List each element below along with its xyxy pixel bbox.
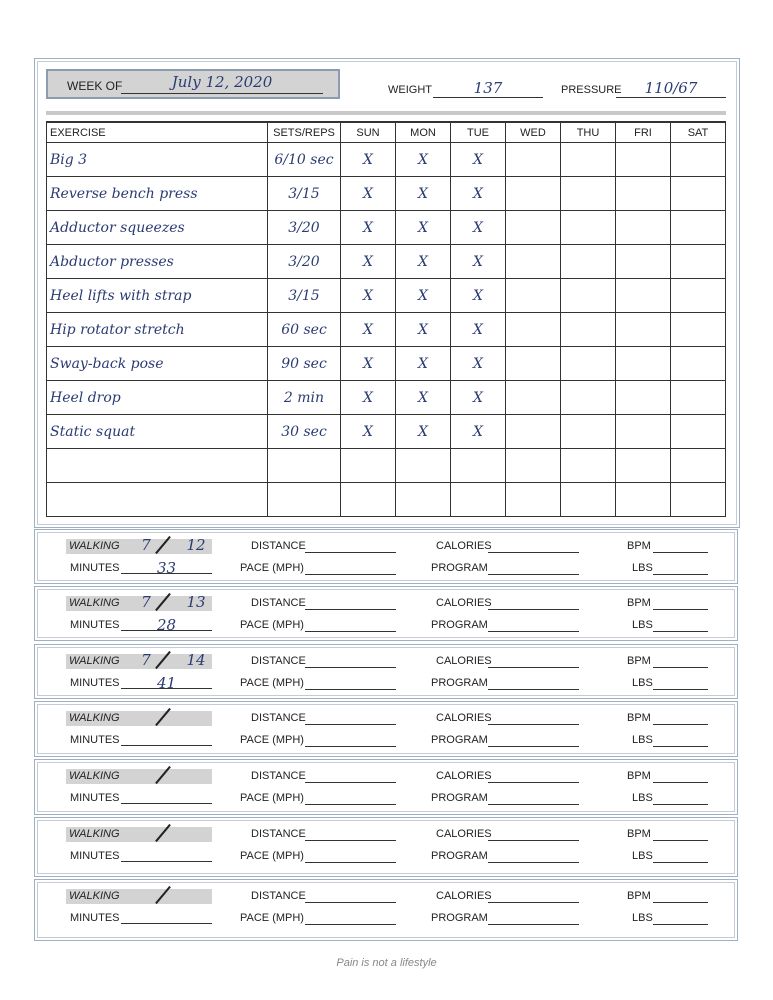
column-header: MON: [396, 122, 451, 143]
day-check-cell[interactable]: [671, 177, 726, 211]
table-row: [47, 449, 726, 483]
day-check-cell[interactable]: X: [341, 415, 396, 449]
exercise-cell[interactable]: Adductor squeezes: [47, 211, 268, 245]
calories-label: CALORIES: [436, 655, 492, 667]
day-check-cell[interactable]: [396, 483, 451, 517]
walking-label: WALKING: [69, 890, 120, 902]
column-header: SETS/REPS: [268, 122, 341, 143]
column-header: SUN: [341, 122, 396, 143]
distance-field[interactable]: [305, 538, 396, 553]
sets-reps-cell[interactable]: 3/20: [268, 211, 341, 245]
column-header: FRI: [616, 122, 671, 143]
column-header: EXERCISE: [47, 122, 268, 143]
day-check-cell[interactable]: [616, 177, 671, 211]
lbs-label: LBS: [632, 912, 653, 924]
bpm-field[interactable]: [653, 653, 708, 668]
walking-log-block: [34, 586, 738, 641]
day-check-cell[interactable]: [671, 279, 726, 313]
day-check-cell[interactable]: [561, 245, 616, 279]
day-check-cell[interactable]: X: [341, 279, 396, 313]
table-row: [47, 245, 726, 279]
minutes-label: MINUTES: [70, 912, 120, 924]
day-check-cell[interactable]: [671, 313, 726, 347]
day-check-cell[interactable]: [506, 449, 561, 483]
pace-field[interactable]: [305, 910, 396, 925]
bpm-label: BPM: [627, 828, 651, 840]
day-check-cell[interactable]: X: [451, 313, 506, 347]
sets-reps-cell[interactable]: 3/20: [268, 245, 341, 279]
table-row: [47, 177, 726, 211]
pace-field[interactable]: [305, 675, 396, 690]
calories-field[interactable]: [488, 595, 579, 610]
lbs-field[interactable]: [653, 910, 708, 925]
week-of-box: [46, 69, 340, 99]
pressure-label: PRESSURE: [561, 84, 622, 96]
day-check-cell[interactable]: [671, 381, 726, 415]
program-label: PROGRAM: [431, 677, 488, 689]
column-header: THU: [561, 122, 616, 143]
walking-date-box: [66, 769, 212, 784]
bpm-label: BPM: [627, 540, 651, 552]
program-field[interactable]: [488, 675, 579, 690]
weight-label: WEIGHT: [388, 84, 432, 96]
day-check-cell[interactable]: [506, 279, 561, 313]
program-label: PROGRAM: [431, 850, 488, 862]
lbs-field[interactable]: [653, 732, 708, 747]
program-label: PROGRAM: [431, 734, 488, 746]
walking-log-block: [34, 879, 738, 941]
program-label: PROGRAM: [431, 912, 488, 924]
exercise-cell[interactable]: Abductor presses: [47, 245, 268, 279]
minutes-label: MINUTES: [70, 619, 120, 631]
day-check-cell[interactable]: [616, 211, 671, 245]
lbs-field[interactable]: [653, 617, 708, 632]
bpm-field[interactable]: [653, 826, 708, 841]
exercise-cell[interactable]: Heel drop: [47, 381, 268, 415]
calories-field[interactable]: [488, 768, 579, 783]
walking-date-box: [66, 889, 212, 904]
day-check-cell[interactable]: [506, 347, 561, 381]
walking-day-field[interactable]: 14: [186, 651, 206, 669]
lbs-label: LBS: [632, 850, 653, 862]
date-slash: [155, 708, 171, 726]
table-row: [47, 381, 726, 415]
day-check-cell[interactable]: [561, 483, 616, 517]
calories-label: CALORIES: [436, 770, 492, 782]
day-check-cell[interactable]: [671, 347, 726, 381]
day-check-cell[interactable]: [561, 143, 616, 177]
walking-month-field[interactable]: 7: [141, 536, 151, 554]
lbs-label: LBS: [632, 792, 653, 804]
day-check-cell[interactable]: X: [396, 245, 451, 279]
bpm-label: BPM: [627, 890, 651, 902]
calories-label: CALORIES: [436, 828, 492, 840]
walking-date-box: [66, 593, 212, 611]
day-check-cell[interactable]: X: [451, 177, 506, 211]
day-check-cell[interactable]: [506, 313, 561, 347]
table-row: [47, 313, 726, 347]
exercise-cell[interactable]: [47, 449, 268, 483]
sets-reps-cell[interactable]: 3/15: [268, 177, 341, 211]
day-check-cell[interactable]: [671, 143, 726, 177]
walking-label: WALKING: [69, 712, 120, 724]
day-check-cell[interactable]: [616, 279, 671, 313]
day-check-cell[interactable]: [341, 483, 396, 517]
column-header: SAT: [671, 122, 726, 143]
sets-reps-cell[interactable]: [268, 483, 341, 517]
date-slash: [155, 886, 171, 904]
calories-label: CALORIES: [436, 890, 492, 902]
day-check-cell[interactable]: [506, 483, 561, 517]
day-check-cell[interactable]: X: [451, 143, 506, 177]
day-check-cell[interactable]: [616, 449, 671, 483]
program-field[interactable]: [488, 790, 579, 805]
day-check-cell[interactable]: X: [341, 347, 396, 381]
day-check-cell[interactable]: [506, 381, 561, 415]
day-check-cell[interactable]: [561, 415, 616, 449]
program-field[interactable]: [488, 560, 579, 575]
exercise-cell[interactable]: Static squat: [47, 415, 268, 449]
walking-label: WALKING: [69, 597, 120, 609]
walking-date-box: [66, 536, 212, 554]
day-check-cell[interactable]: [451, 449, 506, 483]
exercise-cell[interactable]: Hip rotator stretch: [47, 313, 268, 347]
lbs-label: LBS: [632, 734, 653, 746]
minutes-field[interactable]: 33: [121, 559, 212, 574]
table-row: [47, 279, 726, 313]
table-row: [47, 143, 726, 177]
calories-label: CALORIES: [436, 540, 492, 552]
bpm-field[interactable]: [653, 595, 708, 610]
distance-label: DISTANCE: [251, 655, 306, 667]
day-check-cell[interactable]: X: [451, 347, 506, 381]
calories-field[interactable]: [488, 710, 579, 725]
bpm-label: BPM: [627, 712, 651, 724]
sets-reps-cell[interactable]: 30 sec: [268, 415, 341, 449]
weight-field[interactable]: 137: [433, 79, 543, 98]
table-row: [47, 347, 726, 381]
pace-label: PACE (MPH): [240, 677, 304, 689]
day-check-cell[interactable]: X: [396, 381, 451, 415]
distance-label: DISTANCE: [251, 540, 306, 552]
day-check-cell[interactable]: X: [451, 415, 506, 449]
pace-field[interactable]: [305, 790, 396, 805]
day-check-cell[interactable]: [561, 381, 616, 415]
minutes-field[interactable]: 28: [121, 616, 212, 631]
calories-field[interactable]: [488, 653, 579, 668]
distance-field[interactable]: [305, 826, 396, 841]
distance-label: DISTANCE: [251, 597, 306, 609]
lbs-label: LBS: [632, 562, 653, 574]
column-header: WED: [506, 122, 561, 143]
lbs-field[interactable]: [653, 675, 708, 690]
walking-log-block: [34, 529, 738, 584]
lbs-field[interactable]: [653, 560, 708, 575]
minutes-field[interactable]: [121, 909, 212, 924]
day-check-cell[interactable]: [561, 347, 616, 381]
walking-month-field[interactable]: 7: [141, 593, 151, 611]
pace-label: PACE (MPH): [240, 619, 304, 631]
walking-label: WALKING: [69, 770, 120, 782]
exercise-cell[interactable]: Big 3: [47, 143, 268, 177]
day-check-cell[interactable]: [616, 245, 671, 279]
day-check-cell[interactable]: X: [396, 177, 451, 211]
column-header: TUE: [451, 122, 506, 143]
walking-day-field[interactable]: 12: [186, 536, 206, 554]
calories-field[interactable]: [488, 826, 579, 841]
pace-label: PACE (MPH): [240, 850, 304, 862]
bpm-field[interactable]: [653, 538, 708, 553]
walking-log-block: [34, 817, 738, 877]
day-check-cell[interactable]: [671, 483, 726, 517]
distance-field[interactable]: [305, 768, 396, 783]
calories-label: CALORIES: [436, 712, 492, 724]
pace-field[interactable]: [305, 617, 396, 632]
minutes-label: MINUTES: [70, 677, 120, 689]
bpm-label: BPM: [627, 770, 651, 782]
distance-field[interactable]: [305, 653, 396, 668]
day-check-cell[interactable]: X: [451, 279, 506, 313]
day-check-cell[interactable]: [341, 449, 396, 483]
table-row: [47, 415, 726, 449]
pace-field[interactable]: [305, 848, 396, 863]
divider: [46, 111, 726, 115]
bpm-field[interactable]: [653, 710, 708, 725]
day-check-cell[interactable]: [506, 245, 561, 279]
day-check-cell[interactable]: X: [451, 211, 506, 245]
day-check-cell[interactable]: [616, 143, 671, 177]
day-check-cell[interactable]: X: [396, 279, 451, 313]
bpm-label: BPM: [627, 597, 651, 609]
minutes-label: MINUTES: [70, 562, 120, 574]
sets-reps-cell[interactable]: [268, 449, 341, 483]
minutes-field[interactable]: [121, 731, 212, 746]
walking-log-block: [34, 701, 738, 757]
day-check-cell[interactable]: [616, 347, 671, 381]
day-check-cell[interactable]: [671, 211, 726, 245]
minutes-label: MINUTES: [70, 850, 120, 862]
distance-field[interactable]: [305, 595, 396, 610]
calories-label: CALORIES: [436, 597, 492, 609]
program-label: PROGRAM: [431, 562, 488, 574]
walking-log-block: [34, 759, 738, 815]
pace-label: PACE (MPH): [240, 734, 304, 746]
day-check-cell[interactable]: X: [396, 347, 451, 381]
week-of-field[interactable]: July 12, 2020: [121, 73, 323, 94]
pace-label: PACE (MPH): [240, 562, 304, 574]
distance-field[interactable]: [305, 710, 396, 725]
program-field[interactable]: [488, 617, 579, 632]
day-check-cell[interactable]: [616, 415, 671, 449]
minutes-label: MINUTES: [70, 734, 120, 746]
sets-reps-cell[interactable]: 90 sec: [268, 347, 341, 381]
walking-day-field[interactable]: 13: [186, 593, 206, 611]
exercise-cell[interactable]: Reverse bench press: [47, 177, 268, 211]
walking-month-field[interactable]: 7: [141, 651, 151, 669]
minutes-field[interactable]: [121, 789, 212, 804]
minutes-label: MINUTES: [70, 792, 120, 804]
exercise-cell[interactable]: Sway-back pose: [47, 347, 268, 381]
bpm-field[interactable]: [653, 888, 708, 903]
distance-label: DISTANCE: [251, 828, 306, 840]
day-check-cell[interactable]: X: [396, 415, 451, 449]
pace-field[interactable]: [305, 560, 396, 575]
day-check-cell[interactable]: [616, 313, 671, 347]
calories-field[interactable]: [488, 538, 579, 553]
program-label: PROGRAM: [431, 792, 488, 804]
day-check-cell[interactable]: [451, 483, 506, 517]
lbs-label: LBS: [632, 677, 653, 689]
walking-date-box: [66, 651, 212, 669]
pace-field[interactable]: [305, 732, 396, 747]
day-check-cell[interactable]: X: [341, 313, 396, 347]
bpm-label: BPM: [627, 655, 651, 667]
day-check-cell[interactable]: [561, 211, 616, 245]
table-row: [47, 483, 726, 517]
day-check-cell[interactable]: X: [341, 143, 396, 177]
week-of-label: WEEK OF: [67, 79, 123, 93]
day-check-cell[interactable]: [506, 415, 561, 449]
pace-label: PACE (MPH): [240, 792, 304, 804]
day-check-cell[interactable]: [671, 245, 726, 279]
day-check-cell[interactable]: [616, 381, 671, 415]
day-check-cell[interactable]: X: [341, 211, 396, 245]
day-check-cell[interactable]: X: [396, 211, 451, 245]
exercise-cell[interactable]: [47, 483, 268, 517]
date-slash: [155, 766, 171, 784]
day-check-cell[interactable]: [506, 211, 561, 245]
day-check-cell[interactable]: X: [341, 245, 396, 279]
day-check-cell[interactable]: [671, 415, 726, 449]
distance-label: DISTANCE: [251, 770, 306, 782]
minutes-field[interactable]: 41: [121, 674, 212, 689]
pace-label: PACE (MPH): [240, 912, 304, 924]
sets-reps-cell[interactable]: 60 sec: [268, 313, 341, 347]
program-field[interactable]: [488, 848, 579, 863]
lbs-field[interactable]: [653, 848, 708, 863]
walking-label: WALKING: [69, 540, 120, 552]
walking-date-box: [66, 827, 212, 842]
day-check-cell[interactable]: [561, 313, 616, 347]
calories-field[interactable]: [488, 888, 579, 903]
day-check-cell[interactable]: [396, 449, 451, 483]
day-check-cell[interactable]: X: [451, 245, 506, 279]
lbs-label: LBS: [632, 619, 653, 631]
exercise-cell[interactable]: Heel lifts with strap: [47, 279, 268, 313]
table-row: [47, 211, 726, 245]
distance-label: DISTANCE: [251, 712, 306, 724]
walking-log-block: [34, 644, 738, 699]
day-check-cell[interactable]: [506, 143, 561, 177]
walking-label: WALKING: [69, 828, 120, 840]
sets-reps-cell[interactable]: 3/15: [268, 279, 341, 313]
day-check-cell[interactable]: X: [451, 381, 506, 415]
exercise-table: [46, 121, 726, 517]
date-slash: [155, 824, 171, 842]
minutes-field[interactable]: [121, 847, 212, 862]
day-check-cell[interactable]: [561, 449, 616, 483]
day-check-cell[interactable]: X: [396, 313, 451, 347]
day-check-cell[interactable]: X: [341, 381, 396, 415]
program-label: PROGRAM: [431, 619, 488, 631]
sets-reps-cell[interactable]: 2 min: [268, 381, 341, 415]
distance-field[interactable]: [305, 888, 396, 903]
day-check-cell[interactable]: X: [341, 177, 396, 211]
day-check-cell[interactable]: [506, 177, 561, 211]
bpm-field[interactable]: [653, 768, 708, 783]
pressure-field[interactable]: 110/67: [616, 79, 726, 98]
day-check-cell[interactable]: [561, 177, 616, 211]
day-check-cell[interactable]: [561, 279, 616, 313]
day-check-cell[interactable]: [616, 483, 671, 517]
program-field[interactable]: [488, 910, 579, 925]
day-check-cell[interactable]: [671, 449, 726, 483]
walking-date-box: [66, 711, 212, 726]
footer-tagline: Pain is not a lifestyle: [336, 957, 437, 969]
distance-label: DISTANCE: [251, 890, 306, 902]
program-field[interactable]: [488, 732, 579, 747]
walking-label: WALKING: [69, 655, 120, 667]
lbs-field[interactable]: [653, 790, 708, 805]
day-check-cell[interactable]: X: [396, 143, 451, 177]
sets-reps-cell[interactable]: 6/10 sec: [268, 143, 341, 177]
